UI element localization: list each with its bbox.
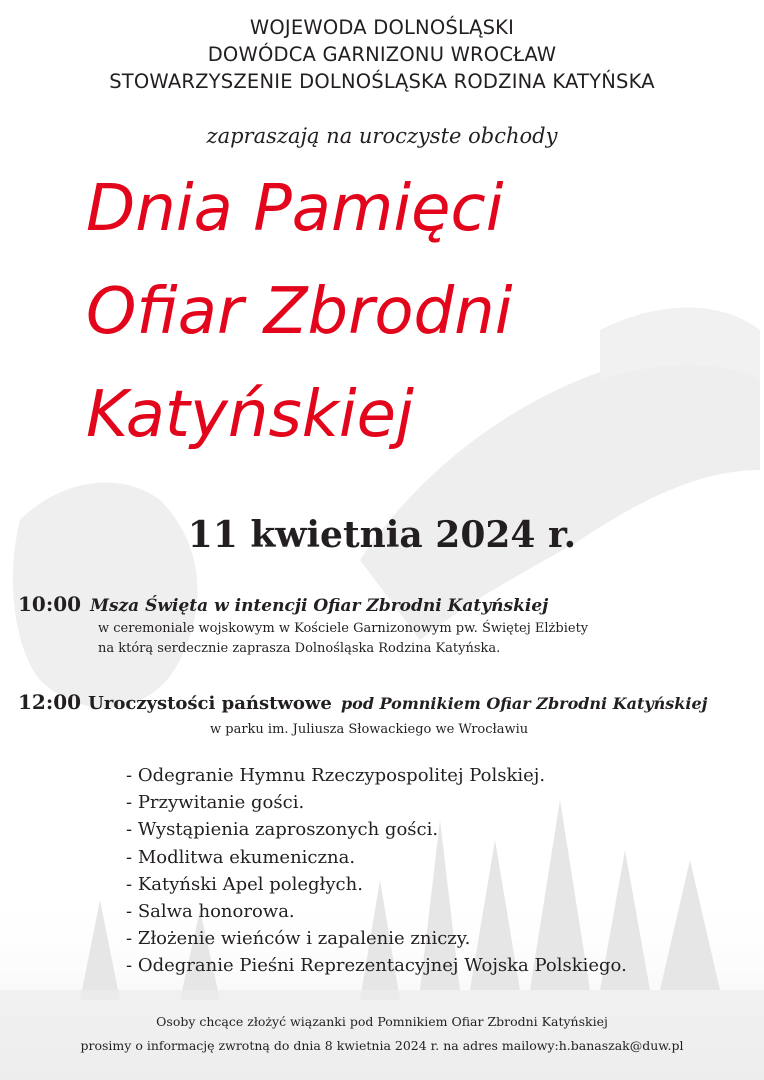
- organizers-block: [0, 14, 764, 95]
- title-line: Ofiar Zbrodni: [86, 275, 513, 349]
- organizer-line: STOWARZYSZENIE DOLNOŚLĄSKA RODZINA KATYŃSKA: [109, 70, 655, 93]
- agenda-item: - Katyński Apel poległych.: [126, 871, 746, 898]
- schedule-item-ceremony: [18, 690, 758, 737]
- event-name: Msza Święta w intencji Ofiar Zbrodni Katyńskiej: [90, 596, 549, 616]
- detail-line: w ceremoniale wojskowym w Kościele Garnizonowym pw. Świętej Elżbiety: [98, 621, 589, 636]
- title-line: Katyńskiej: [86, 378, 414, 452]
- detail-line: w parku im. Juliusza Słowackiego we Wrocławiu: [210, 722, 529, 737]
- agenda-item: - Przywitanie gości.: [126, 789, 746, 816]
- detail-line: na którą serdecznie zaprasza Dolnośląska Rodzina Katyńska.: [98, 641, 501, 656]
- schedule-item-mass: [18, 592, 758, 659]
- agenda-item: - Salwa honorowa.: [126, 898, 746, 925]
- event-time: 10:00: [18, 592, 82, 616]
- agenda-item: - Odegranie Hymnu Rzeczypospolitej Polskiej.: [126, 762, 746, 789]
- agenda-item: - Modlitwa ekumeniczna.: [126, 844, 746, 871]
- footer-line: prosimy o informację zwrotną do dnia 8 kwietnia 2024 r. na adres mailowy:h.banaszak@duw.pl: [80, 1038, 684, 1053]
- event-time: 12:00: [18, 690, 82, 714]
- agenda-item: - Odegranie Pieśni Reprezentacyjnej Wojska Polskiego.: [126, 952, 746, 979]
- footer-note: [0, 1010, 764, 1058]
- event-details: [98, 619, 758, 659]
- ceremony-agenda: [126, 762, 746, 980]
- event-location: pod Pomnikiem Ofiar Zbrodni Katyńskiej: [340, 694, 708, 713]
- organizer-line: DOWÓDCA GARNIZONU WROCŁAW: [207, 43, 557, 66]
- event-title: [86, 158, 726, 467]
- agenda-item: - Wystąpienia zaproszonych gości.: [126, 816, 746, 843]
- agenda-item: - Złożenie wieńców i zapalenie zniczy.: [126, 925, 746, 952]
- invite-line: zapraszają na uroczyste obchody: [206, 124, 558, 148]
- organizer-line: WOJEWODA DOLNOŚLĄSKI: [249, 16, 515, 39]
- event-name: Uroczystości państwowe: [88, 693, 332, 714]
- title-line: Dnia Pamięci: [86, 172, 504, 246]
- event-date: 11 kwietnia 2024 r.: [187, 514, 577, 556]
- footer-line: Osoby chcące złożyć wiązanki pod Pomnikiem Ofiar Zbrodni Katyńskiej: [156, 1014, 608, 1029]
